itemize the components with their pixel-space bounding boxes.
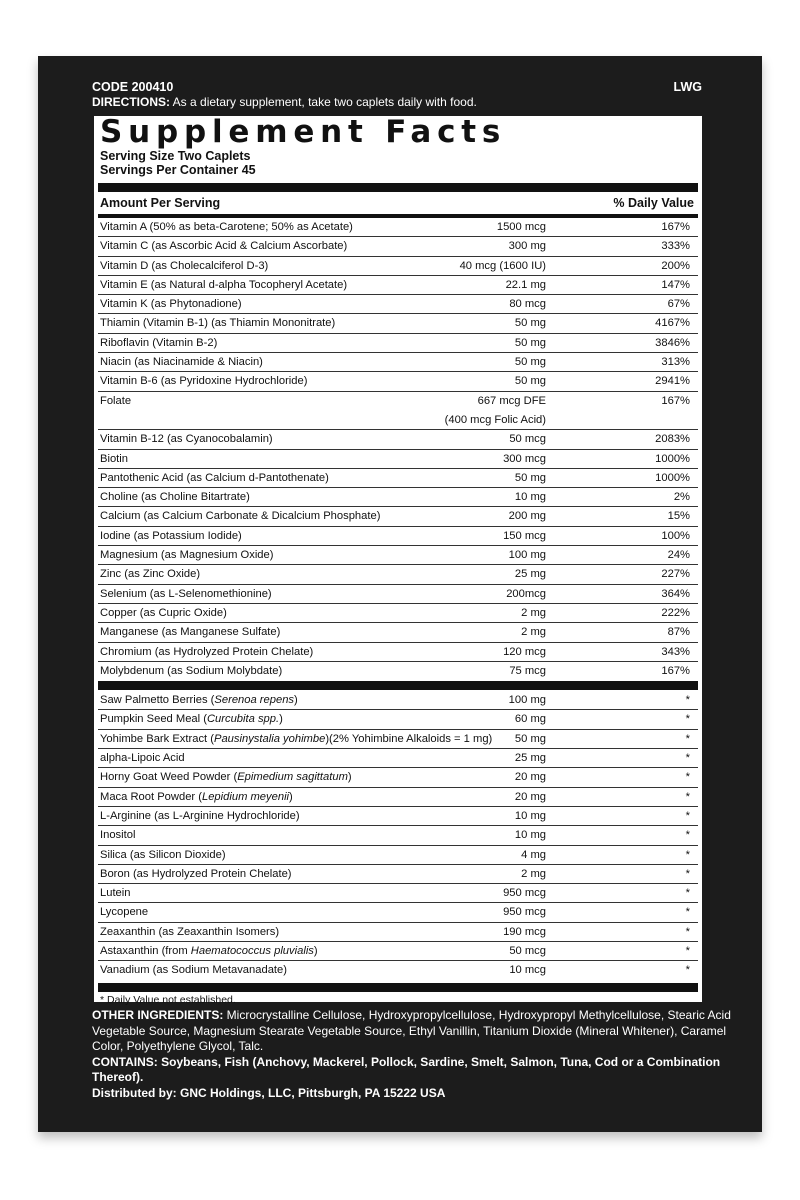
ingredient-name-tail: ) (294, 694, 298, 707)
nutrient-amount (521, 623, 546, 642)
nutrient-daily-value: 2941% (655, 375, 690, 388)
ingredient-name (100, 691, 298, 710)
nutrient-amount (515, 314, 546, 333)
nutrient-row (98, 295, 698, 314)
nutrient-daily-value: 167% (661, 664, 690, 677)
ingredient-daily-value: * (685, 925, 690, 938)
ingredient-amount: 10 mcg (509, 964, 546, 977)
nutrient-amount-primary: 50 mg (514, 375, 546, 388)
nutrient-amount-primary: 667 mcg DFE (477, 394, 546, 407)
divider-bar-middle (98, 681, 698, 690)
nutrient-daily-value: 87% (667, 626, 690, 639)
nutrient-amount (515, 334, 546, 353)
ingredient-row (98, 710, 698, 729)
nutrient-daily-value: 2083% (655, 433, 690, 446)
ingredient-amount: 4 mg (521, 848, 546, 861)
nutrient-daily-value: 200% (661, 259, 690, 272)
nutrient-name: Selenium (as L-Selenomethionine) (100, 587, 272, 600)
nutrient-amount (506, 276, 546, 295)
ingredient-latin-name: Serenoa repens (214, 694, 295, 707)
nutrient-daily-value: 167% (661, 394, 690, 407)
ingredient-amount: 10 mg (514, 829, 546, 842)
directions-text: As a dietary supplement, take two caplets daily with food. (170, 95, 477, 109)
ingredient-name-text: Horny Goat Weed Powder ( (100, 771, 238, 784)
nutrient-amount-primary: 75 mcg (509, 664, 546, 677)
ingredient-daily-value: * (685, 848, 690, 861)
ingredient-amount: 50 mg (514, 732, 546, 745)
servings-per-container: Servings Per Container 45 (100, 163, 256, 177)
ingredient-name-text: Boron (as Hydrolyzed Protein Chelate) (100, 867, 292, 880)
nutrient-row (98, 585, 698, 604)
nutrient-row (98, 372, 698, 391)
nutrient-amount (509, 546, 546, 565)
ingredient-name-tail: ) (289, 790, 293, 803)
ingredient-name-text: Lutein (100, 887, 131, 900)
ingredient-name (100, 788, 293, 807)
ingredient-latin-name: Haematococcus pluvialis (190, 944, 314, 957)
ingredient-name-tail: )(2% Yohimbine Alkaloids = 1 mg) (325, 732, 493, 745)
table-header (100, 196, 694, 212)
nutrient-daily-value: 1000% (655, 452, 690, 465)
nutrient-row (98, 314, 698, 333)
ingredient-amount: 190 mcg (503, 925, 546, 938)
ingredient-daily-value: * (685, 964, 690, 977)
nutrient-row (98, 218, 698, 237)
ingredient-name-text: L-Arginine (as L-Arginine Hydrochloride) (100, 809, 300, 822)
allergen-contains (92, 1055, 732, 1086)
nutrient-row (98, 450, 698, 469)
nutrient-row (98, 257, 698, 276)
ingredient-amount: 50 mcg (509, 944, 546, 957)
ingredient-name-text: Zeaxanthin (as Zeaxanthin Isomers) (100, 925, 280, 938)
ingredient-row (98, 961, 698, 980)
nutrient-daily-value: 4167% (655, 317, 690, 330)
nutrient-daily-value: 343% (661, 645, 690, 658)
nutrient-daily-value: 1000% (655, 471, 690, 484)
directions (92, 95, 708, 109)
brand-mark: LWG (673, 80, 702, 94)
nutrient-daily-value: 222% (661, 606, 690, 619)
nutrient-amount (460, 257, 546, 276)
ingredient-name-text: Astaxanthin (from (100, 944, 191, 957)
nutrient-row (98, 469, 698, 488)
nutrient-daily-value: 100% (661, 529, 690, 542)
directions-label: DIRECTIONS: (92, 95, 170, 109)
nutrient-name: Molybdenum (as Sodium Molybdate) (100, 664, 283, 677)
ingredient-name (100, 846, 226, 865)
nutrient-amount (503, 527, 546, 546)
ingredient-name-text: alpha-Lipoic Acid (100, 752, 185, 765)
ingredient-name-tail: ) (347, 771, 352, 784)
ingredient-daily-value: * (685, 944, 690, 957)
ingredient-row (98, 826, 698, 845)
nutrient-amount (509, 430, 546, 449)
other-ingredient-rows (98, 691, 698, 980)
nutrient-daily-value: 24% (667, 549, 690, 562)
nutrient-row (98, 643, 698, 662)
nutrient-row (98, 507, 698, 526)
ingredients-section (92, 1008, 732, 1101)
product-code-line (92, 80, 708, 94)
ingredient-daily-value: * (685, 829, 690, 842)
nutrient-name: Iodine (as Potassium Iodide) (100, 529, 242, 542)
amount-header: Amount Per Serving (100, 196, 221, 210)
ingredient-daily-value: * (685, 694, 690, 707)
nutrient-daily-value: 333% (661, 240, 690, 253)
nutrient-daily-value: 167% (661, 221, 690, 233)
ingredient-amount: 100 mg (508, 694, 546, 707)
nutrient-name: Biotin (100, 452, 128, 465)
ingredient-row (98, 749, 698, 768)
ingredient-name (100, 903, 148, 922)
nutrient-amount-primary: 50 mg (514, 336, 546, 349)
ingredient-row (98, 691, 698, 710)
nutrient-amount-primary: 25 mg (514, 568, 546, 581)
nutrient-amount-primary: 10 mg (514, 491, 546, 504)
nutrient-amount (515, 488, 546, 507)
ingredient-daily-value: * (685, 867, 690, 880)
nutrient-amount-primary: 50 mg (514, 317, 546, 330)
nutrient-name: Vitamin A (50% as beta-Carotene; 50% as Acetate) (100, 221, 353, 233)
contains-text: Soybeans, Fish (Anchovy, Mackerel, Pollock, Sardine, Smelt, Salmon, Tuna, Cod or a Combination Thereof). (92, 1054, 721, 1084)
nutrient-name: Folate (100, 394, 132, 407)
ingredient-latin-name: Curcubita spp. (206, 713, 280, 726)
nutrient-name: Vitamin C (as Ascorbic Acid & Calcium Ascorbate) (100, 240, 348, 253)
nutrient-row (98, 527, 698, 546)
nutrient-row (98, 488, 698, 507)
serving-size: Serving Size Two Caplets (100, 149, 251, 163)
nutrient-amount-primary: 200mcg (506, 587, 546, 600)
nutrient-daily-value: 147% (661, 278, 690, 291)
ingredient-name (100, 865, 292, 884)
ingredient-name (100, 749, 185, 768)
nutrient-row (98, 334, 698, 353)
ingredient-row (98, 807, 698, 826)
nutrient-amount (515, 469, 546, 488)
nutrient-name: Choline (as Choline Bitartrate) (100, 491, 250, 504)
ingredient-row (98, 923, 698, 942)
nutrient-name: Pantothenic Acid (as Calcium d-Pantothenate) (100, 471, 329, 484)
ingredient-name-text: Lycopene (100, 906, 149, 919)
nutrient-name: Calcium (as Calcium Carbonate & Dicalcium Phosphate) (100, 510, 381, 523)
nutrient-name: Copper (as Cupric Oxide) (100, 606, 227, 619)
nutrient-name: Zinc (as Zinc Oxide) (100, 568, 201, 581)
facts-title: Supplement Facts (100, 114, 507, 150)
ingredient-name (100, 961, 287, 980)
nutrient-amount (509, 295, 546, 314)
nutrient-amount (515, 565, 546, 584)
ingredient-name-text: Saw Palmetto Berries ( (100, 694, 215, 707)
ingredient-amount: 950 mcg (503, 887, 546, 900)
nutrient-amount-secondary: (400 mcg Folic Acid) (444, 413, 546, 426)
ingredient-row (98, 884, 698, 903)
ingredient-row (98, 768, 698, 787)
nutrient-amount-primary: 200 mg (508, 510, 546, 523)
nutrient-name: Thiamin (Vitamin B-1) (as Thiamin Mononitrate) (100, 317, 336, 330)
supplement-label (38, 56, 762, 1132)
ingredient-name (100, 826, 135, 845)
nutrient-row (98, 353, 698, 372)
ingredient-name-text: Silica (as Silicon Dioxide) (100, 848, 226, 861)
ingredient-daily-value: * (685, 790, 690, 803)
ingredient-name-tail: ) (313, 944, 318, 957)
divider-bar-bottom (98, 983, 698, 992)
ingredient-daily-value: * (685, 713, 690, 726)
divider-bar-top (98, 183, 698, 192)
nutrient-daily-value: 15% (667, 510, 690, 523)
ingredient-amount: 2 mg (521, 867, 546, 880)
ingredient-row (98, 788, 698, 807)
ingredient-daily-value: * (685, 809, 690, 822)
ingredient-amount: 20 mg (514, 771, 546, 784)
ingredient-row (98, 846, 698, 865)
nutrient-amount-primary: 100 mg (508, 549, 546, 562)
ingredient-amount: 950 mcg (503, 906, 546, 919)
ingredient-name-text: Maca Root Powder ( (100, 790, 202, 803)
nutrient-amount (509, 662, 546, 681)
nutrient-amount-primary: 300 mcg (503, 452, 546, 465)
nutrient-row (98, 662, 698, 681)
other-ingredients (92, 1008, 732, 1055)
ingredient-name (100, 807, 300, 826)
ingredient-daily-value: * (685, 906, 690, 919)
nutrient-row (98, 237, 698, 256)
nutrient-amount (515, 353, 546, 372)
nutrient-name: Vitamin E (as Natural d-alpha Tocopheryl Acetate) (100, 278, 348, 291)
nutrient-amount (509, 507, 546, 526)
nutrient-row (98, 276, 698, 295)
ingredient-daily-value: * (685, 771, 690, 784)
nutrient-amount (497, 218, 546, 237)
ingredient-amount: 25 mg (514, 752, 546, 765)
nutrient-daily-value: 3846% (655, 336, 690, 349)
nutrient-amount (503, 643, 546, 662)
nutrient-row (98, 546, 698, 565)
nutrient-amount-primary: 40 mcg (1600 IU) (459, 259, 546, 272)
nutrient-daily-value: 313% (661, 356, 690, 369)
ingredient-row (98, 730, 698, 749)
product-code: CODE 200410 (92, 80, 174, 94)
ingredient-daily-value: * (685, 752, 690, 765)
nutrient-amount (506, 585, 546, 604)
ingredient-name-text: Pumpkin Seed Meal ( (100, 713, 207, 726)
nutrient-amount (445, 392, 546, 430)
nutrient-amount (503, 450, 546, 469)
nutrient-amount (521, 604, 546, 623)
ingredient-amount: 60 mg (514, 713, 546, 726)
nutrient-name: Vitamin B-12 (as Cyanocobalamin) (100, 433, 273, 446)
ingredient-amount: 20 mg (514, 790, 546, 803)
nutrient-amount-primary: 50 mcg (509, 433, 546, 446)
nutrient-daily-value: 227% (661, 568, 690, 581)
supplement-facts-panel (94, 114, 702, 1006)
ingredient-name (100, 710, 283, 729)
nutrient-amount-primary: 2 mg (521, 626, 546, 639)
ingredient-amount: 10 mg (514, 809, 546, 822)
other-ingredients-label: OTHER INGREDIENTS: (92, 1008, 224, 1022)
ingredient-row (98, 942, 698, 961)
nutrient-amount (515, 372, 546, 391)
nutrient-row (98, 430, 698, 449)
nutrient-name: Vitamin K (as Phytonadione) (100, 298, 242, 311)
nutrient-name: Riboflavin (Vitamin B-2) (100, 336, 218, 349)
nutrient-name: Manganese (as Manganese Sulfate) (100, 626, 281, 639)
footnote: * Daily Value not established. (100, 993, 236, 1006)
ingredient-name (100, 942, 318, 961)
ingredient-latin-name: Pausinystalia yohimbe (214, 732, 326, 745)
dv-header: % Daily Value (613, 196, 694, 210)
nutrient-amount-primary: 80 mcg (509, 298, 546, 311)
nutrient-row (98, 623, 698, 642)
nutrient-amount-primary: 50 mg (514, 471, 546, 484)
ingredient-row (98, 865, 698, 884)
nutrient-row (98, 392, 698, 431)
nutrient-daily-value: 67% (667, 298, 690, 311)
ingredient-name (100, 884, 130, 903)
serving-info (100, 149, 256, 177)
nutrient-daily-value: 2% (673, 491, 690, 504)
ingredient-latin-name: Epimedium sagittatum (237, 771, 348, 784)
nutrient-amount-primary: 50 mg (514, 356, 546, 369)
ingredient-daily-value: * (685, 732, 690, 745)
contains-label: CONTAINS: (92, 1054, 158, 1069)
other-ingredients-text: Microcrystalline Cellulose, Hydroxypropylcellulose, Hydroxypropyl Methylcellulose, Stearic Acid Vegetable Source, Magnesium Stearate Vegetable Source, Ethyl Vanillin, Titanium Dioxide (Mineral Whitener), Caramel Color, Polyethylene Glycol, Talc. (92, 1008, 731, 1053)
nutrient-amount-primary: 150 mcg (503, 529, 546, 542)
nutrient-name: Niacin (as Niacinamide & Niacin) (100, 356, 263, 369)
ingredient-name (100, 730, 492, 749)
nutrient-amount-primary: 300 mg (508, 240, 546, 253)
nutrient-row (98, 565, 698, 584)
ingredient-daily-value: * (685, 887, 690, 900)
ingredient-row (98, 903, 698, 922)
nutrient-amount-primary: 2 mg (521, 606, 546, 619)
ingredient-name-text: Inositol (100, 829, 136, 842)
ingredient-name (100, 768, 352, 787)
ingredient-name-tail: ) (279, 713, 283, 726)
nutrient-daily-value: 364% (661, 587, 690, 600)
ingredient-name-text: Yohimbe Bark Extract ( (100, 732, 214, 745)
nutrient-amount-primary: 1500 mcg (496, 221, 546, 233)
nutrient-name: Vitamin B-6 (as Pyridoxine Hydrochloride) (100, 375, 308, 388)
ingredient-latin-name: Lepidium meyenii (201, 790, 290, 803)
ingredient-name-text: Vanadium (as Sodium Metavanadate) (100, 964, 287, 977)
nutrient-amount-primary: 22.1 mg (505, 278, 546, 291)
ingredient-name (100, 923, 279, 942)
vitamin-mineral-rows (98, 218, 698, 681)
distributor: Distributed by: GNC Holdings, LLC, Pittsburgh, PA 15222 USA (92, 1085, 446, 1100)
nutrient-name: Vitamin D (as Cholecalciferol D-3) (100, 259, 269, 272)
nutrient-row (98, 604, 698, 623)
nutrient-amount (509, 237, 546, 256)
nutrient-name: Chromium (as Hydrolyzed Protein Chelate) (100, 645, 314, 658)
nutrient-name: Magnesium (as Magnesium Oxide) (100, 549, 274, 562)
nutrient-amount-primary: 120 mcg (503, 645, 546, 658)
